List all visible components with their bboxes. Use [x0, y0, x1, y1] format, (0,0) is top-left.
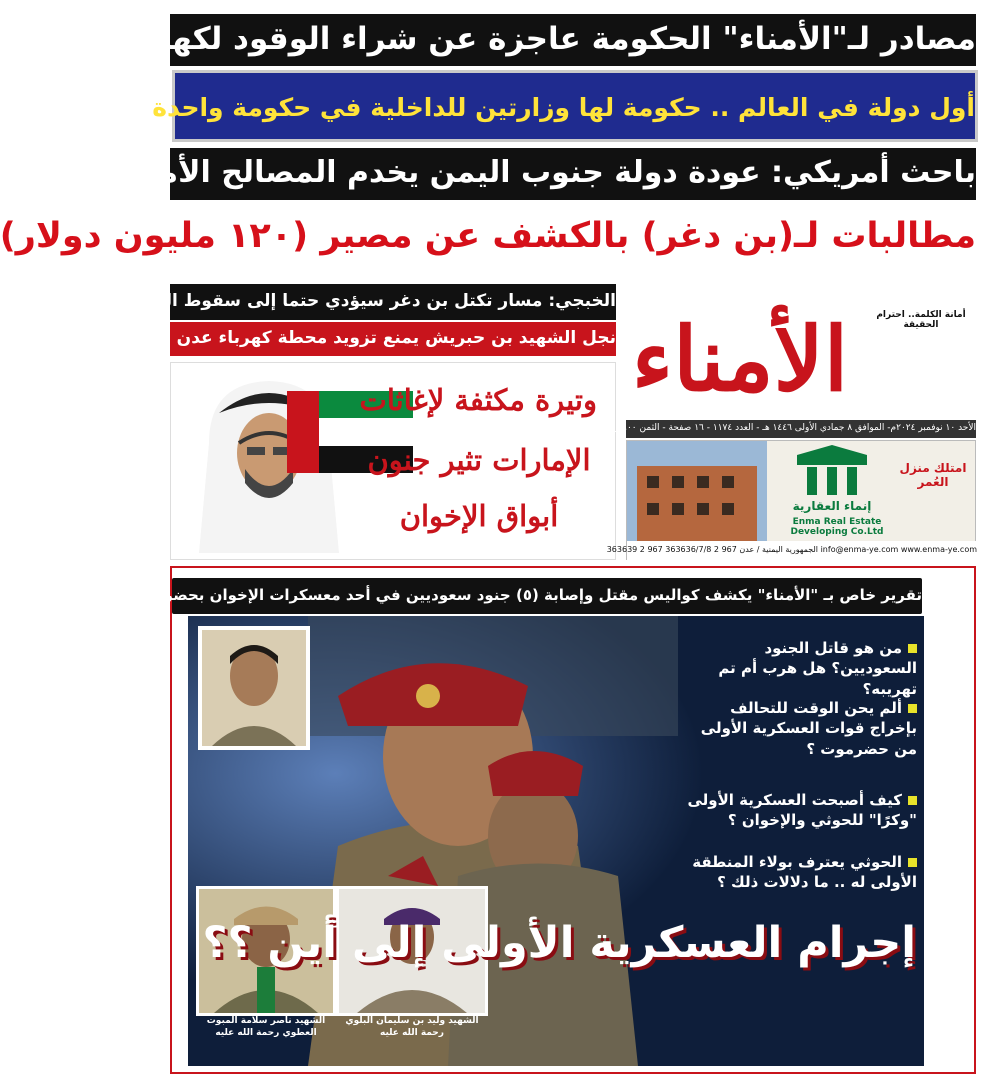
subheadline-1: الخبجي: مسار تكتل بن دغر سيؤدي حتما إلى سقوط الحكومة والرئاسي: [170, 284, 616, 320]
ad-contact: info@enma-ye.com www.enma-ye.com الجمهورية اليمنية / عدن 967 2 363636/7/8 967 2 363639: [627, 541, 977, 561]
headline-1: مصادر لـ"الأمناء" الحكومة عاجزة عن شراء الوقود لكهرباء عدن: [170, 14, 976, 66]
report-big-title: إجرام العسكرية الأولى إلى أين ؟؟: [202, 918, 916, 968]
headline-3: باحث أمريكي: عودة دولة جنوب اليمن يخدم المصالح الأمريكية: [170, 148, 976, 200]
uae-headline-line3: أبواق الإخوان: [399, 499, 559, 533]
tagline: أمانة الكلمة.. احترام الحقيقة: [876, 310, 966, 330]
bullet-square-icon: [908, 858, 917, 867]
logo-text: الأمناء: [631, 307, 849, 411]
building-photo: [627, 441, 767, 541]
inset-portrait-photo: [198, 626, 310, 750]
headline-4: مطالبات لـ(بن دغر) بالكشف عن مصير (١٢٠ مليون دولار): [170, 204, 976, 272]
bullet-square-icon: [908, 644, 917, 653]
dateline: الأحد ١٠ نوفمبر ٢٠٢٤م- الموافق ٨ جمادي الأولى ١٤٤٦ هـ - العدد ١١٧٤ - ١٦ صفحة - الثمن ٤٠٠ ريال: [626, 420, 976, 438]
martyr-caption-1: الشهيد ناصر سلامة المبوت العطوي رحمة الله عليه: [206, 1016, 326, 1038]
report-banner: تقرير خاص بـ "الأمناء" يكشف كواليس مقتل وإصابة (٥) جنود سعوديين في أحد معسكرات الإخوان بحضرموت ..: [172, 578, 922, 614]
questions-panel: [676, 626, 921, 892]
ad-company-en: Enma Real Estate Developing Co.Ltd: [790, 517, 884, 537]
question-1: من هو قاتل الجنود السعوديين؟ هل هرب أم تم تهريبه؟: [718, 639, 917, 698]
uae-headline-line2: الإمارات تثير جنون: [367, 443, 591, 477]
martyr-caption-2: الشهيد وليد بن سليمان البلوي رحمة الله عليه: [345, 1016, 479, 1038]
question-4: الحوثي يعترف بولاء المنطقة الأولى له .. ما دلالات ذلك ؟: [692, 853, 917, 892]
question-2: ألم يحن الوقت للتحالف بإخراج قوات العسكرية الأولى من حضرموت ؟: [700, 699, 917, 758]
uae-story: [170, 362, 616, 560]
svg-text:إنماء العقارية: إنماء العقارية: [792, 499, 872, 513]
bullet-square-icon: [908, 704, 917, 713]
enma-logo-icon: [777, 445, 887, 515]
subheadline-2: نجل الشهيد بن حبريش يمنع تزويد محطة كهرباء عدن بالوقود الخام: [170, 322, 616, 356]
advertisement: [606, 440, 977, 560]
ad-title: امتلك منزل العُمر: [899, 461, 967, 489]
uae-headline-line1: وتيرة مكثفة لإغاثات: [359, 383, 597, 417]
question-3: كيف أصبحت العسكرية الأولى "وكرًا" للحوثي والإخوان ؟: [687, 791, 917, 830]
masthead-logo: [626, 278, 854, 418]
headline-2: أول دولة في العالم .. حكومة لها وزارتين للداخلية في حكومة واحدة: [172, 70, 978, 142]
masthead: [626, 278, 976, 418]
bullet-square-icon: [908, 796, 917, 805]
